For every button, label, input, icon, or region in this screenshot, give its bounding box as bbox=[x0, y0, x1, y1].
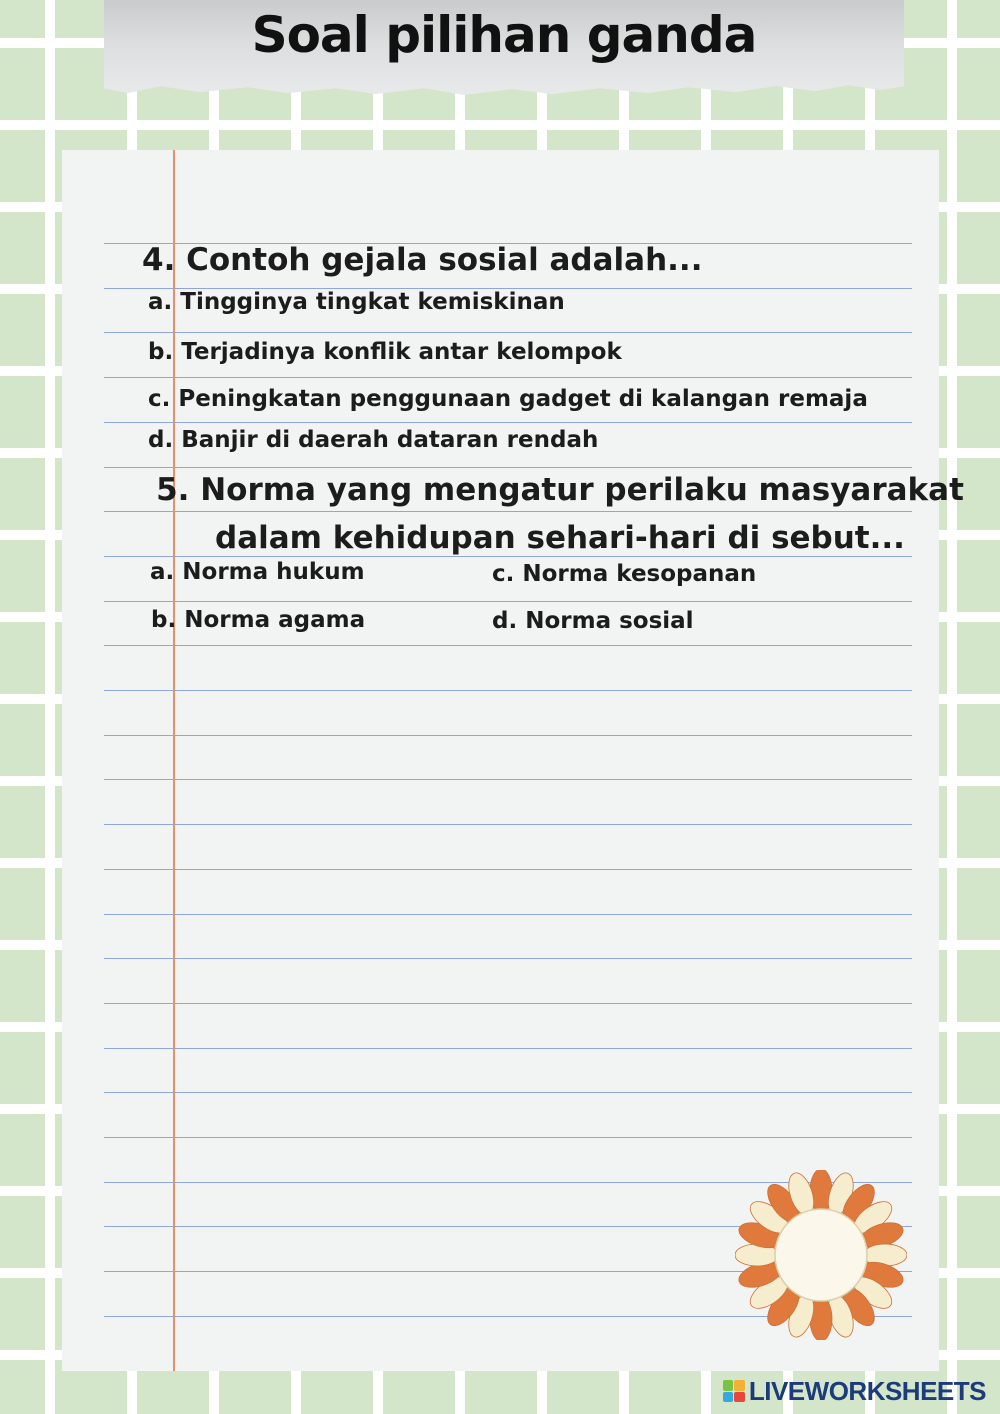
question-5-option-a[interactable]: a. Norma hukum bbox=[150, 559, 365, 585]
ruled-line bbox=[104, 1092, 912, 1093]
margin-line bbox=[173, 150, 175, 1371]
question-5-option-b[interactable]: b. Norma agama bbox=[151, 607, 366, 633]
flower-center bbox=[775, 1209, 867, 1301]
question-4-option-b[interactable]: b. Terjadinya konflik antar kelompok bbox=[148, 339, 622, 365]
ruled-line bbox=[104, 958, 912, 959]
question-5-option-c[interactable]: c. Norma kesopanan bbox=[492, 561, 757, 587]
ruled-line bbox=[104, 1137, 912, 1138]
question-4-option-d[interactable]: d. Banjir di daerah dataran rendah bbox=[148, 427, 599, 453]
ruled-line bbox=[104, 869, 912, 870]
brand-name: LIVEWORKSHEETS bbox=[748, 1375, 986, 1406]
ruled-line bbox=[104, 1048, 912, 1049]
ruled-line bbox=[104, 914, 912, 915]
brand-footer bbox=[723, 1374, 986, 1408]
liveworksheets-logo-icon bbox=[723, 1380, 745, 1402]
ruled-line bbox=[104, 735, 912, 736]
ruled-line bbox=[104, 377, 912, 378]
ruled-line bbox=[104, 1003, 912, 1004]
question-4-text: 4. Contoh gejala sosial adalah... bbox=[142, 242, 703, 278]
page-title: Soal pilihan ganda bbox=[251, 6, 757, 64]
question-5-option-d[interactable]: d. Norma sosial bbox=[492, 608, 694, 634]
question-5-text: 5. Norma yang mengatur perilaku masyarakat dalam kehidupan sehari-hari di sebut... bbox=[156, 472, 964, 556]
ruled-line bbox=[104, 824, 912, 825]
daisy-flower-icon bbox=[735, 1170, 907, 1340]
ruled-line bbox=[104, 645, 912, 646]
ruled-line bbox=[104, 422, 912, 423]
question-4-option-c[interactable]: c. Peningkatan penggunaan gadget di kalangan remaja bbox=[148, 386, 868, 412]
ruled-line bbox=[104, 601, 912, 602]
ruled-line bbox=[104, 690, 912, 691]
ruled-line bbox=[104, 332, 912, 333]
ruled-line bbox=[104, 779, 912, 780]
question-4-option-a[interactable]: a. Tingginya tingkat kemiskinan bbox=[148, 289, 565, 315]
